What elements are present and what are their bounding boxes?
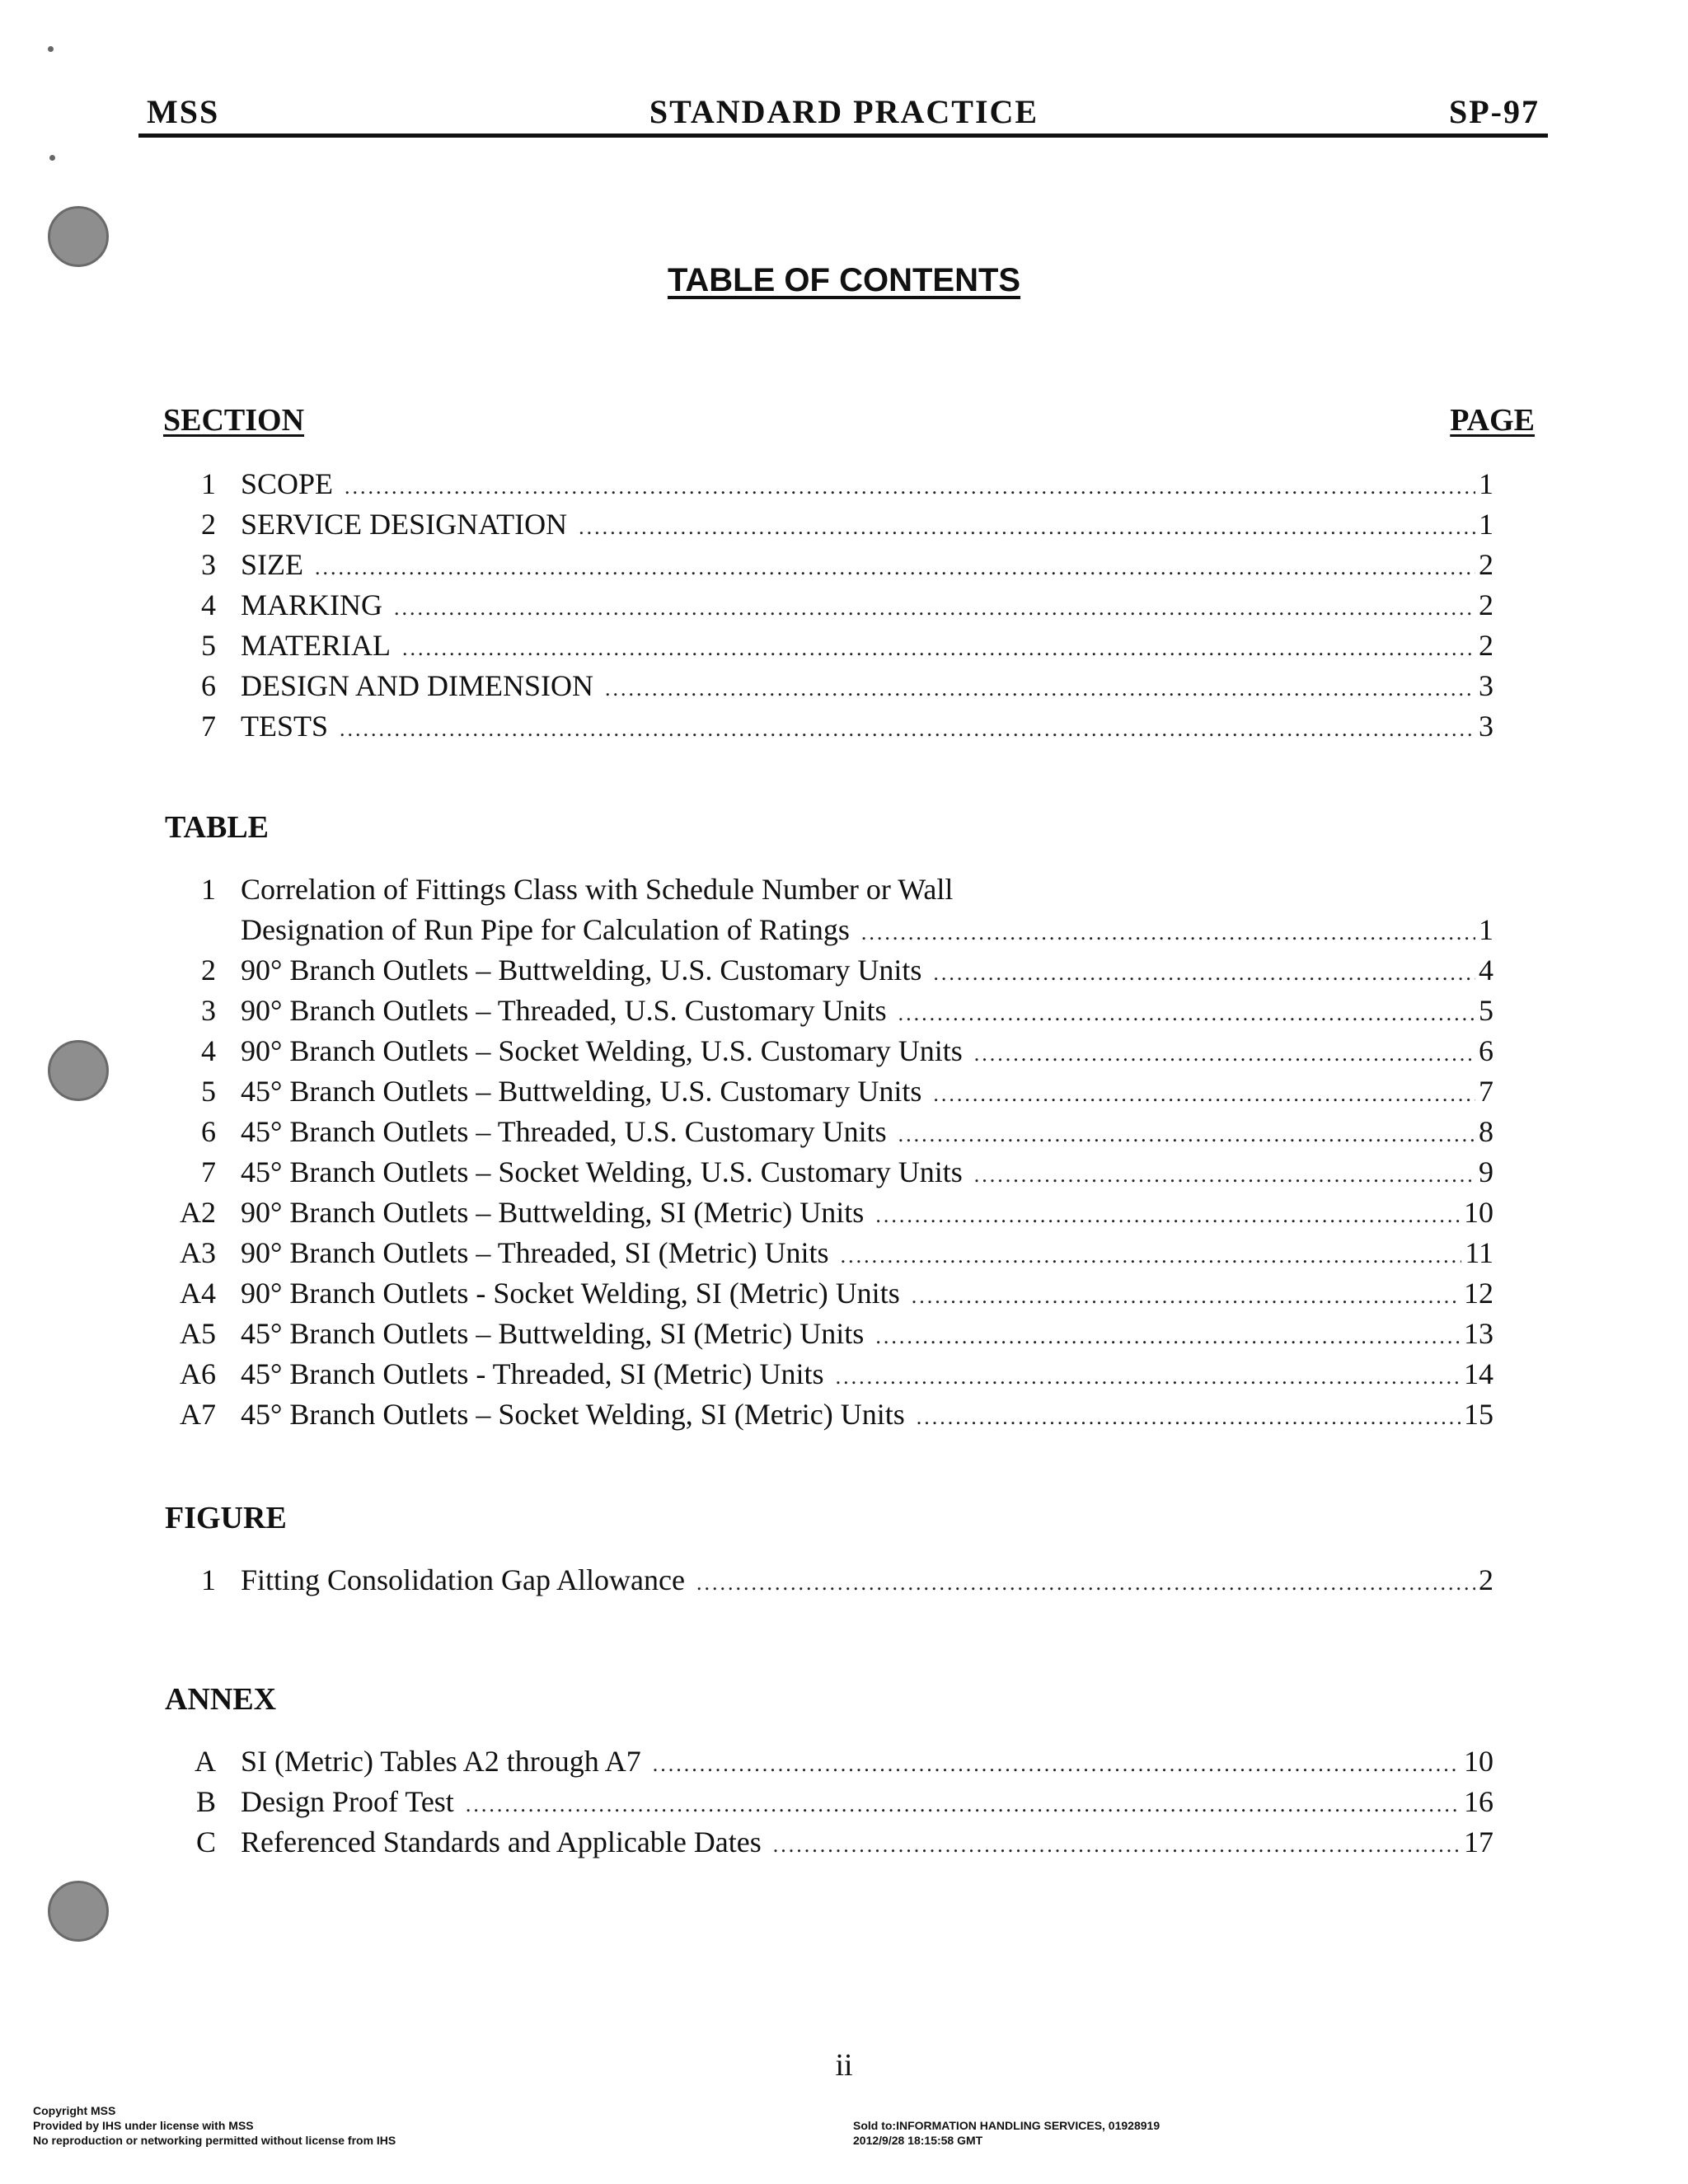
toc-entry[interactable] — [0, 1782, 1688, 1822]
tables-heading: TABLE — [165, 810, 270, 845]
toc-entry[interactable] — [0, 1354, 1688, 1394]
leader-dots — [917, 1397, 1461, 1437]
header-center: STANDARD PRACTICE — [649, 93, 1039, 130]
toc-entry[interactable] — [0, 991, 1688, 1031]
toc-entry[interactable] — [0, 1560, 1688, 1601]
toc-entry[interactable] — [0, 1314, 1688, 1354]
entry-number: 3 — [201, 994, 216, 1027]
toc-entry[interactable] — [0, 869, 1688, 950]
entry-label: TESTS — [241, 710, 329, 743]
entry-page: 16 — [1464, 1785, 1493, 1818]
entry-label: 45° Branch Outlets – Buttwelding, SI (Metric) Units — [241, 1317, 865, 1350]
leader-dots — [875, 1195, 1461, 1235]
entry-number: 6 — [201, 1115, 216, 1148]
entry-number: 7 — [201, 710, 216, 743]
entry-number: 7 — [201, 1155, 216, 1188]
leader-dots — [974, 1033, 1475, 1074]
leader-dots — [696, 1563, 1475, 1603]
entry-number: 2 — [201, 954, 216, 987]
entry-label: 90° Branch Outlets - Socket Welding, SI (Metric) Units — [241, 1277, 900, 1310]
header-rule — [138, 134, 1548, 138]
footer-left-line2: Provided by IHS under license with MSS — [33, 2119, 254, 2132]
entry-label: 45° Branch Outlets - Threaded, SI (Metric) Units — [241, 1357, 824, 1390]
leader-dots — [841, 1235, 1462, 1276]
entry-number: A2 — [180, 1196, 216, 1229]
entry-label: 45° Branch Outlets – Socket Welding, SI (Metric) Units — [241, 1398, 905, 1431]
leader-dots — [912, 1276, 1461, 1316]
footer-sold-to — [853, 2118, 1160, 2148]
entry-page: 2 — [1479, 1563, 1493, 1596]
toc-entry[interactable] — [0, 1233, 1688, 1273]
entry-label: Design Proof Test — [241, 1785, 454, 1818]
leader-dots — [836, 1357, 1461, 1397]
toc-entry[interactable] — [0, 706, 1688, 747]
entry-page: 15 — [1464, 1398, 1493, 1431]
entry-number: A5 — [180, 1317, 216, 1350]
entry-label: 45° Branch Outlets – Buttwelding, U.S. Customary Units — [241, 1075, 922, 1108]
entry-label: Fitting Consolidation Gap Allowance — [241, 1563, 685, 1596]
entry-number: A4 — [180, 1277, 216, 1310]
entry-page: 3 — [1479, 669, 1493, 702]
entry-number: 4 — [201, 588, 216, 621]
entry-number: B — [195, 1785, 216, 1818]
figures-list — [0, 1560, 1688, 1601]
entry-label: Referenced Standards and Applicable Dates — [241, 1825, 762, 1858]
entry-page: 5 — [1479, 994, 1493, 1027]
entry-page: 9 — [1479, 1155, 1493, 1188]
entry-page: 2 — [1479, 588, 1493, 621]
leader-dots — [466, 1784, 1461, 1825]
leader-dots — [653, 1744, 1461, 1784]
leader-dots — [875, 1316, 1461, 1357]
entry-page: 3 — [1479, 710, 1493, 743]
scan-speck — [48, 46, 54, 52]
page-title: TABLE OF CONTENTS — [667, 262, 1021, 298]
entry-page: 2 — [1479, 629, 1493, 662]
header-left: MSS — [147, 93, 220, 130]
toc-entry[interactable] — [0, 504, 1688, 545]
entry-page: 7 — [1479, 1075, 1493, 1108]
entry-page: 1 — [1479, 508, 1493, 541]
entry-number: A7 — [180, 1398, 216, 1431]
entry-label: 90° Branch Outlets – Buttwelding, U.S. Customary Units — [241, 954, 922, 987]
toc-entry[interactable] — [0, 950, 1688, 991]
footer-copyright — [33, 2103, 396, 2148]
scan-speck — [49, 155, 55, 161]
entry-label: 45° Branch Outlets – Socket Welding, U.S. Customary Units — [241, 1155, 963, 1188]
entry-number: A — [195, 1745, 216, 1778]
toc-entry[interactable] — [0, 1394, 1688, 1435]
entry-page: 10 — [1464, 1196, 1493, 1229]
entry-label: SERVICE DESIGNATION — [241, 508, 568, 541]
leader-dots — [605, 668, 1475, 709]
entry-number: 1 — [201, 873, 216, 906]
toc-entry[interactable] — [0, 626, 1688, 666]
entry-number: 1 — [201, 467, 216, 500]
toc-entry[interactable] — [0, 1193, 1688, 1233]
toc-entry[interactable] — [0, 1822, 1688, 1863]
leader-dots — [898, 1114, 1475, 1155]
header-right: SP-97 — [1449, 93, 1540, 130]
entry-page: 10 — [1464, 1745, 1493, 1778]
entry-page: 1 — [1479, 913, 1493, 946]
entry-number: 6 — [201, 669, 216, 702]
leader-dots — [773, 1825, 1461, 1865]
entry-number: 5 — [201, 1075, 216, 1108]
toc-entry[interactable] — [0, 1031, 1688, 1071]
entry-label: Designation of Run Pipe for Calculation of Ratings — [241, 913, 850, 946]
entry-label: 90° Branch Outlets – Buttwelding, SI (Metric) Units — [241, 1196, 865, 1229]
entry-label: SIZE — [241, 548, 303, 581]
entry-label-line1: Correlation of Fittings Class with Schedule Number or Wall — [241, 873, 954, 906]
entry-label: MATERIAL — [241, 629, 391, 662]
binder-hole-bottom — [48, 1881, 109, 1942]
footer-left-line3: No reproduction or networking permitted without license from IHS — [33, 2134, 396, 2147]
toc-entry[interactable] — [0, 1112, 1688, 1152]
leader-dots — [974, 1155, 1475, 1195]
entry-page: 6 — [1479, 1034, 1493, 1067]
entry-label: 90° Branch Outlets – Threaded, U.S. Customary Units — [241, 994, 887, 1027]
entry-number: C — [195, 1825, 216, 1858]
entry-page: 13 — [1464, 1317, 1493, 1350]
entry-label: 45° Branch Outlets – Threaded, U.S. Customary Units — [241, 1115, 887, 1148]
entry-page: 4 — [1479, 954, 1493, 987]
entry-label: 90° Branch Outlets – Socket Welding, U.S. Customary Units — [241, 1034, 963, 1067]
page-column-header: PAGE — [1450, 403, 1535, 438]
leader-dots — [861, 912, 1475, 953]
footer-left-line1: Copyright MSS — [33, 2104, 116, 2117]
leader-dots — [315, 547, 1475, 588]
annex-heading: ANNEX — [165, 1682, 277, 1717]
toc-entry[interactable] — [0, 585, 1688, 626]
toc-entry[interactable] — [0, 1741, 1688, 1782]
annex-list — [0, 1741, 1688, 1863]
figures-heading: FIGURE — [165, 1501, 287, 1535]
leader-dots — [402, 628, 1475, 668]
tables-list — [0, 869, 1688, 1435]
toc-entry[interactable] — [0, 545, 1688, 585]
entry-number: 1 — [201, 1563, 216, 1596]
footer-right-line2: 2012/9/28 18:15:58 GMT — [853, 2134, 983, 2147]
entry-label: SCOPE — [241, 467, 334, 500]
toc-entry[interactable] — [0, 666, 1688, 706]
binder-hole-top — [48, 206, 109, 267]
leader-dots — [345, 466, 1475, 507]
entry-page: 8 — [1479, 1115, 1493, 1148]
page-number: ii — [835, 2048, 853, 2083]
leader-dots — [579, 507, 1475, 547]
entry-page: 11 — [1465, 1236, 1493, 1269]
toc-entry[interactable] — [0, 464, 1688, 504]
entry-page: 17 — [1464, 1825, 1493, 1858]
sections-list — [0, 464, 1688, 747]
entry-page: 12 — [1464, 1277, 1493, 1310]
entry-number: 4 — [201, 1034, 216, 1067]
toc-entry[interactable] — [0, 1273, 1688, 1314]
entry-label: DESIGN AND DIMENSION — [241, 669, 593, 702]
entry-number: A6 — [180, 1357, 216, 1390]
leader-dots — [933, 1074, 1475, 1114]
entry-number: A3 — [180, 1236, 216, 1269]
entry-label: 90° Branch Outlets – Threaded, SI (Metric) Units — [241, 1236, 829, 1269]
leader-dots — [340, 709, 1475, 749]
section-column-header: SECTION — [163, 403, 305, 438]
entry-number: 5 — [201, 629, 216, 662]
entry-label: SI (Metric) Tables A2 through A7 — [241, 1745, 641, 1778]
entry-page: 1 — [1479, 467, 1493, 500]
entry-number: 2 — [201, 508, 216, 541]
toc-entry[interactable] — [0, 1071, 1688, 1112]
entry-number: 3 — [201, 548, 216, 581]
leader-dots — [933, 953, 1475, 993]
footer-right-line1: Sold to:INFORMATION HANDLING SERVICES, 01928919 — [853, 2119, 1160, 2132]
toc-entry[interactable] — [0, 1152, 1688, 1193]
entry-label: MARKING — [241, 588, 383, 621]
leader-dots — [898, 993, 1475, 1033]
entry-page: 2 — [1479, 548, 1493, 581]
leader-dots — [394, 588, 1475, 628]
entry-page: 14 — [1464, 1357, 1493, 1390]
